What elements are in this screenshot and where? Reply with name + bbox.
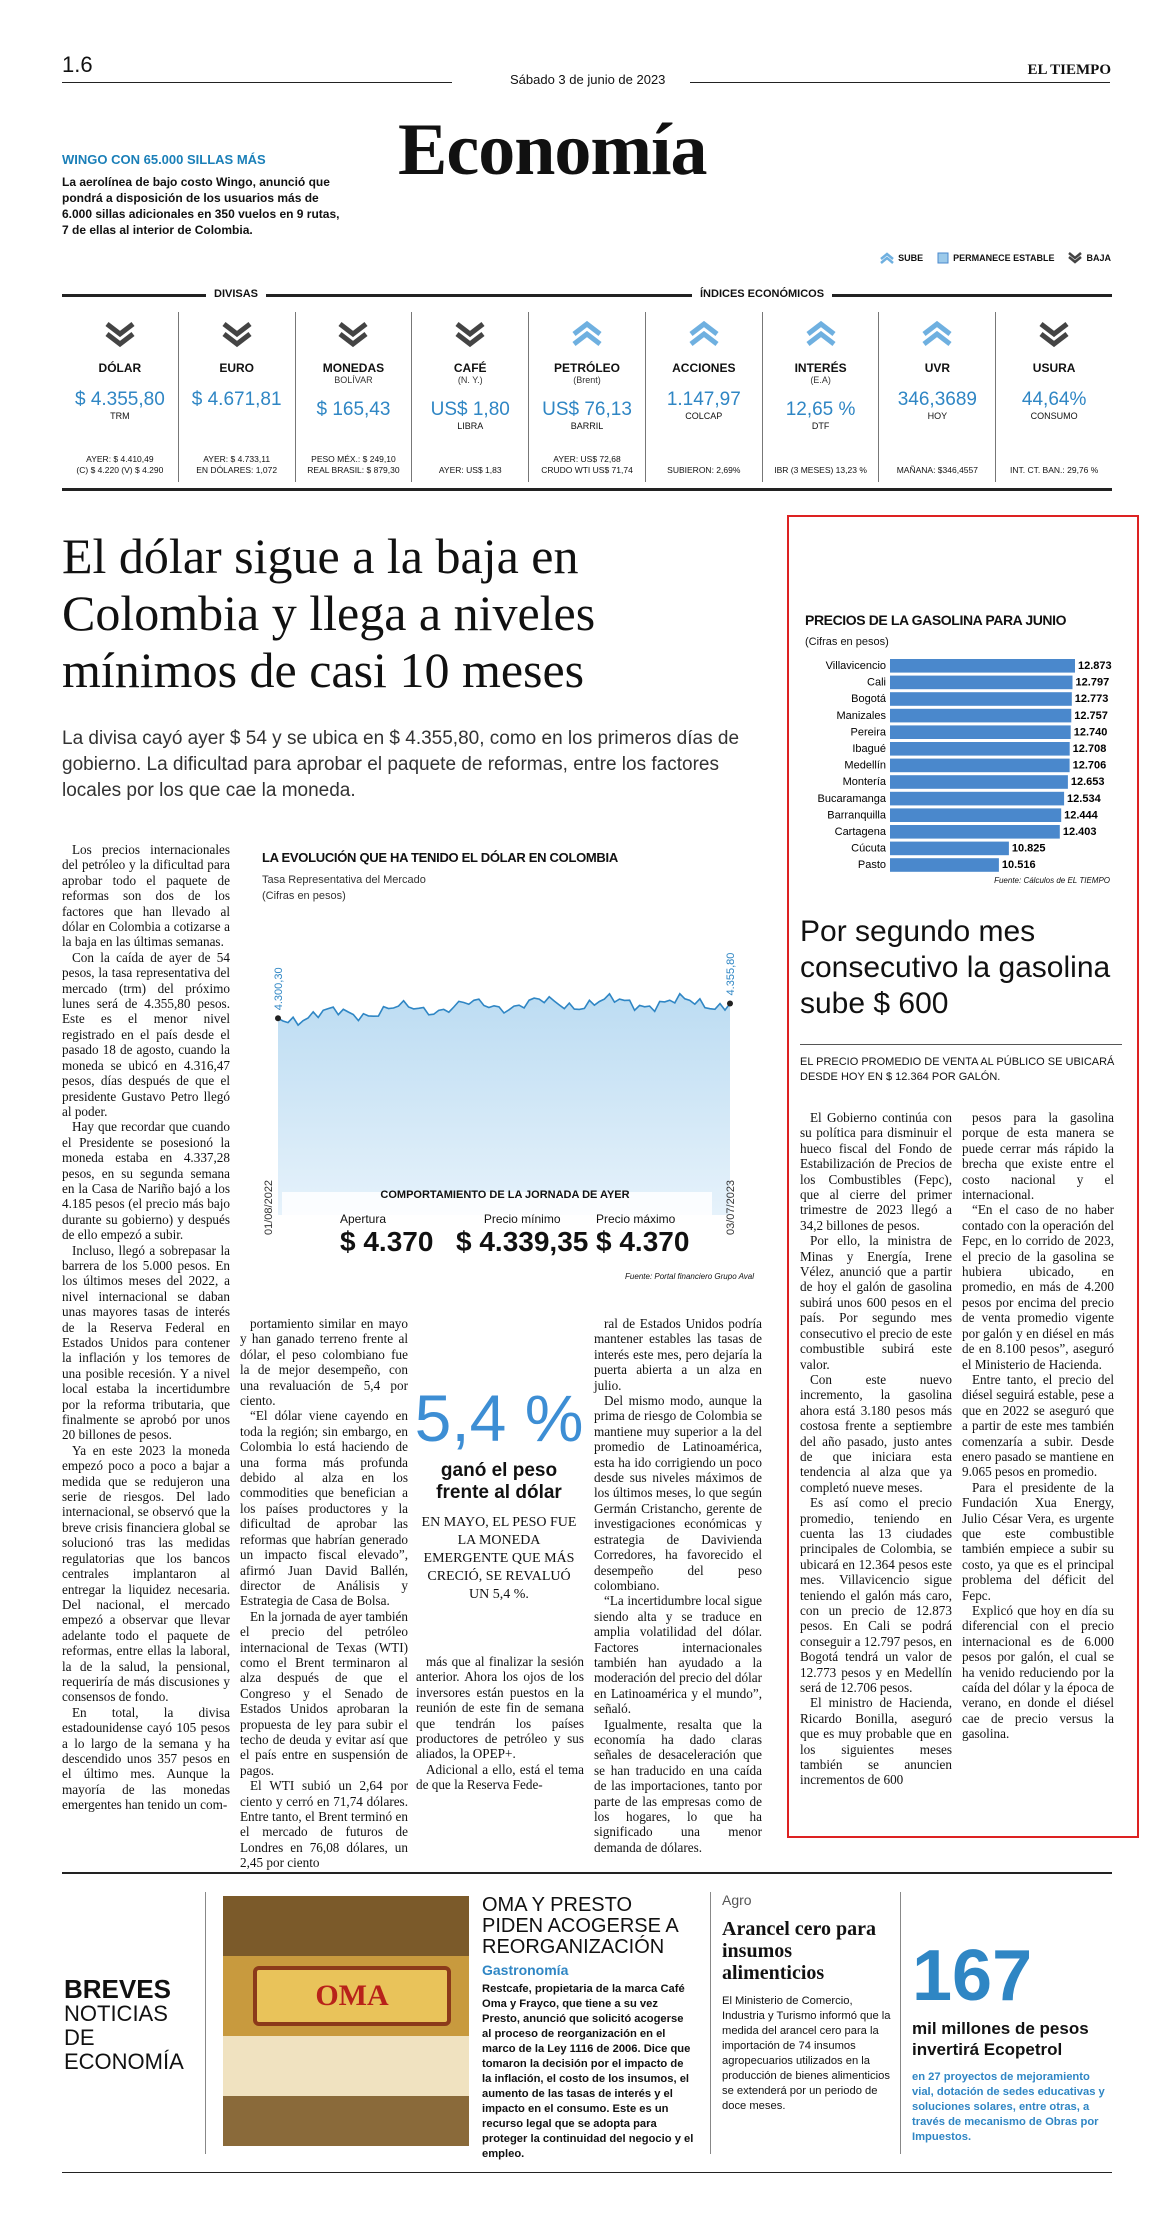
gas-bar <box>890 709 1071 723</box>
indicator-footnote: SUBIERON: 2,69% <box>667 465 741 475</box>
indicator-footnote: MAÑANA: $346,4557 <box>896 465 978 475</box>
indicator-unit: BARRIL <box>570 421 604 431</box>
gas-value-label: 12.653 <box>1070 776 1105 789</box>
paragraph: En total, la divisa estadounidense cayó 105 pesos a lo largo de la semana y ha descendido unos 357 pesos en el último mes. Aunque la mayoría de las monedas emergentes han tenido un com- <box>62 1704 230 1813</box>
header-rule-left <box>62 82 452 83</box>
indicator-value: $ 4.355,80 <box>74 389 165 410</box>
paragraph: Ya en este 2023 la moneda empezó poco a poco a bajar a medida que se redujeron una serie de riesgos. Del lado internacional, se observó que la breve crisis financiera global se solucionó tras las medidas regulatorias que los bancos centrales implantaron al entregar la liquidez necesaria. Del nacional, el mercado empezó a observar que llevar adelante todo el paquete de reformas, entre ellas la laboral, la de la salud, la pensional, requeriría de más discusiones y consensos de fondo. <box>62 1442 230 1705</box>
indicator-name: INTERÉS <box>794 361 847 375</box>
gas-value-label: 12.773 <box>1074 693 1109 706</box>
paragraph: El ministro de Hacienda, Ricardo Bonilla, aseguró que es muy probable que en los siguientes meses también se anuncien incrementos de 600 <box>800 1695 952 1788</box>
indicator-name: USURA <box>1032 361 1076 375</box>
article-column-1 <box>62 842 230 1813</box>
indicator-value: 44,64% <box>1021 389 1087 410</box>
indicator-unit: COLCAP <box>685 411 723 421</box>
indicator-unit: TRM <box>110 411 130 421</box>
stable-square-icon <box>937 252 949 264</box>
indicator-name: UVR <box>924 361 951 375</box>
pullout-description: EN MAYO, EL PESO FUE LA MONEDA EMERGENTE QUE MÁS CRECIÓ, SE REVALUÓ UN 5,4 %. <box>421 1515 577 1602</box>
paragraph: “La incertidumbre local sigue siendo alta y se traduce en amplia volatilidad del dólar. Factores internacionales también han ayudado a la moderación del precio del dólar en Latinoamérica y el mundo”, señaló. <box>594 1593 762 1717</box>
gas-value-label: 12.740 <box>1073 726 1108 739</box>
start-point <box>275 1015 281 1021</box>
paragraph: En la jornada de ayer también el precio del petróleo internacional de Texas (WTI) como el Brent terminaron al alza después de que el Congreso y el Senado de Estados Unidos aprobaran la propuesta de ley para subir el techo de deuda y evitar así que el país entre en suspensión de pagos. <box>240 1608 408 1778</box>
section-title: Economía <box>398 109 707 191</box>
indicator-subname: (Brent) <box>573 375 601 385</box>
gas-value-label: 10.825 <box>1011 842 1046 855</box>
indicator-2 <box>296 312 413 482</box>
paragraph: Hay que recordar que cuando el Presidente se posesionó la moneda estaba en 4.337,28 pesos, en su segunda semana en la Casa de Nariño bajó a los 4.185 pesos (el precio más bajo durante su gobierno) y después de ello empezó a subir. <box>62 1119 230 1243</box>
paragraph: El Gobierno continúa con su política para disminuir el hueco fiscal del Fondo de Estabilización de Precios de los Combustibles (Fepc), que al cierre del primer trimestre de 2023 llegó a 34,2 billones de pesos. <box>800 1110 952 1233</box>
end-value-label: 4.355,80 <box>725 952 737 996</box>
gas-bar <box>890 659 1075 673</box>
indicator-1 <box>179 312 296 482</box>
indicator-name: MONEDAS <box>322 361 385 375</box>
paragraph: Para el presidente de la Fundación Xua Energy, Julio César Vera, es urgente que este combustible también empiece a subir su costo, ya que es el principal problema del déficit del Fepc. <box>962 1479 1114 1603</box>
gas-bar-chart <box>800 654 1130 876</box>
gas-bar <box>890 676 1073 690</box>
paragraph: ral de Estados Unidos podría mantener estables las tasas de interés este mes, pero dejaría la puerta abierta a un alza en julio. <box>594 1316 762 1393</box>
divisas-label: DIVISAS <box>206 288 266 300</box>
indicator-7 <box>879 312 996 482</box>
gas-headline: Por segundo mes consecutivo la gasolina sube $ 600 <box>800 915 1111 1020</box>
gas-column-2 <box>962 1110 1114 1742</box>
gas-city-label: Barranquilla <box>827 809 886 822</box>
gas-city-label: Pasto <box>857 859 886 872</box>
dollar-area <box>278 994 730 1215</box>
oma-section: Gastronomía <box>482 1962 569 1978</box>
gas-city-label: Cartagena <box>834 826 886 838</box>
gas-chart-subtitle: (Cifras en pesos) <box>805 636 889 648</box>
main-dek: La divisa cayó ayer $ 54 y se ubica en $ 4.355,80, como en los primeros días de gobierno. La dificultad para aprobar el paquete de reformas, entre los factores locales por los que cae la moneda. <box>62 728 740 801</box>
dollar-chart-subtitle: Tasa Representativa del Mercado <box>262 874 426 886</box>
gas-bar <box>890 759 1070 773</box>
header-rule-right <box>690 82 1110 83</box>
paragraph: Igualmente, resalta que la economía ha dado claras señales de desaceleración que se han traducido en una caída de las importaciones, tanto por parte de las empresas como de los hogares, lo que ha significado una menor demanda de dólares. <box>594 1716 762 1855</box>
gas-column-1 <box>800 1110 952 1788</box>
gas-value-label: 12.873 <box>1078 660 1112 672</box>
gas-city-label: Medellín <box>844 759 886 772</box>
down-arrow-icon <box>220 318 254 352</box>
indicator-3 <box>412 312 529 482</box>
indicator-value: US$ 1,80 <box>430 399 510 420</box>
page-number: 1.6 <box>62 52 93 77</box>
indicator-value: 1.147,97 <box>666 389 741 410</box>
end-date-label: 03/07/2023 <box>725 1179 737 1235</box>
breves-sublabel: NOTICIAS DE ECONOMÍA <box>64 2001 184 2074</box>
down-arrow-icon <box>103 318 137 352</box>
indicator-8 <box>996 312 1112 482</box>
agro-section: Agro <box>722 1892 752 1908</box>
stat-max: Precio máximo $ 4.370 <box>596 1212 690 1257</box>
agro-title: Arancel cero para insumos alimenticios <box>722 1918 877 1984</box>
start-date-label: 01/08/2022 <box>263 1179 275 1235</box>
article-column-4 <box>594 1316 762 1855</box>
up-arrow-icon <box>880 252 894 264</box>
gas-bar <box>890 858 999 872</box>
up-arrow-icon <box>804 318 838 352</box>
gas-chart-source: Fuente: Cálculos de EL TIEMPO <box>994 876 1110 885</box>
paragraph: Adicional a ello, está el tema de que la Reserva Fede- <box>416 1761 584 1793</box>
gas-value-label: 12.797 <box>1075 676 1110 689</box>
gas-dek: EL PRECIO PROMEDIO DE VENTA AL PÚBLICO SE UBICARÁ DESDE HOY EN $ 12.364 POR GALÓN. <box>800 1056 1115 1083</box>
gas-city-label: Cúcuta <box>851 842 886 855</box>
footer-rule <box>62 2172 1112 2173</box>
indicator-value: US$ 76,13 <box>542 399 632 420</box>
dollar-chart-source: Fuente: Portal financiero Grupo Aval <box>625 1272 754 1281</box>
indicator-value: $ 165,43 <box>316 399 391 420</box>
indicator-unit: DTF <box>811 421 830 431</box>
main-headline: El dólar sigue a la baja en Colombia y llega a niveles mínimos de casi 10 meses <box>62 528 596 698</box>
indicator-footnote: AYER: $ 4.733,11 EN DÓLARES: 1,072 <box>196 454 278 475</box>
indicator-footnote: AYER: US$ 1,83 <box>438 465 502 475</box>
dollar-chart-title: LA EVOLUCIÓN QUE HA TENIDO EL DÓLAR EN COLOMBIA <box>262 850 618 865</box>
paragraph: Los precios internacionales del petróleo y la dificultad para aprobar todo el paquete de reformas son dos de los factores que han llevado al dólar en Colombia a cotizarse a la baja en las últimas semanas. <box>62 842 230 950</box>
stat-min: Precio mínimo $ 4.339,35 <box>456 1212 589 1257</box>
indicator-0 <box>62 312 179 482</box>
gas-city-label: Manizales <box>836 709 886 722</box>
edition-date: Sábado 3 de junio de 2023 <box>510 72 666 87</box>
gas-value-label: 12.706 <box>1072 759 1107 772</box>
gas-bar <box>890 842 1009 856</box>
paragraph: El WTI subió un 2,64 por ciento y cerró en 71,74 dólares. Entre tanto, el Brent terminó en el mercado de futuros de Londres en 76,08 dólares, un 2,45 por ciento <box>240 1778 408 1871</box>
gas-value-label: 10.516 <box>1001 859 1036 872</box>
paragraph: pesos para la gasolina porque de esta manera se puede cerrar más rápido la brecha que existe entre el costo nacional y el internacional. <box>962 1110 1114 1203</box>
indicator-unit: LIBRA <box>457 421 484 431</box>
breves-label: BREVES <box>64 1974 171 2004</box>
oma-sign: OMA <box>253 1966 451 2026</box>
gas-bar <box>890 725 1071 739</box>
indicator-footnote: INT. CT. BAN.: 29,76 % <box>1009 465 1099 475</box>
gas-rule <box>800 1044 1122 1045</box>
indicator-name: EURO <box>219 361 254 375</box>
gas-bar <box>890 825 1060 839</box>
indicator-name: CAFÉ <box>453 361 487 375</box>
up-arrow-icon <box>687 318 721 352</box>
paragraph: portamiento similar en mayo y han ganado terreno frente al dólar, el peso colombiano fue la de mejor desempeño, con una revaluación de 5,4 por ciento. <box>240 1316 408 1409</box>
down-arrow-icon <box>453 318 487 352</box>
article-column-3 <box>416 1654 584 1793</box>
indicator-value: 12,65 % <box>785 399 856 420</box>
gas-city-label: Bogotá <box>851 693 886 706</box>
gas-city-label: Montería <box>842 776 886 789</box>
teaser-title: WINGO CON 65.000 SILLAS MÁS <box>62 152 266 167</box>
gas-value-label: 12.534 <box>1067 792 1101 805</box>
indicators-bottom-rule <box>62 488 1112 491</box>
indicator-4 <box>529 312 646 482</box>
indicator-name: DÓLAR <box>98 361 142 375</box>
down-arrow-icon <box>336 318 370 352</box>
indicator-name: ACCIONES <box>672 361 736 375</box>
indices-label: ÍNDICES ECONÓMICOS <box>692 288 832 300</box>
ecopetrol-body: en 27 proyectos de mejoramiento vial, dotación de sedes educativas y soluciones solares, entre otras, a través de mecanismo de Obras por Impuestos. <box>912 2071 1105 2143</box>
up-arrow-icon <box>920 318 954 352</box>
gas-city-label: Villavicencio <box>825 660 886 672</box>
breves-divider-3 <box>900 1892 901 2154</box>
gas-city-label: Ibagué <box>852 743 886 755</box>
paragraph: Con este nuevo incremento, la gasolina ahora está 3.180 pesos más costosa frente a septiembre del año pasado, justo antes de que iniciara esta tendencia al alza que ya completó nueve meses. <box>800 1371 952 1495</box>
gas-value-label: 12.403 <box>1062 826 1097 838</box>
indicator-6 <box>763 312 880 482</box>
paragraph: Con la caída de ayer de 54 pesos, la tasa representativa del mercado (trm) del próximo lunes será de 4.355,80 pesos. Este es el menor nivel registrado en el país desde el pasado 18 de agosto, cuando la moneda se ubicó en 4.316,47 pesos, días después de que el presidente Gustavo Petro llegó al poder. <box>62 949 230 1119</box>
indicators-row <box>62 312 1112 482</box>
indicator-value: 346,3689 <box>897 389 977 410</box>
indicator-footnote: AYER: $ 4.410,49 (C) $ 4.220 (V) $ 4.290 <box>76 454 164 475</box>
gas-bar <box>890 792 1064 806</box>
agro-body: El Ministerio de Comercio, Industria y Turismo informó que la medida del arancel cero para la importación de 74 insumos agropecuarios utilizados en la producción de bienes alimenticios se extenderá por un periodo de doce meses. <box>722 1995 891 2112</box>
dollar-chart-unit: (Cifras en pesos) <box>262 890 346 902</box>
teaser-body: La aerolínea de bajo costo Wingo, anunció que pondrá a disposición de los usuarios más de 6.000 sillas adicionales en 350 vuelos en 9 rutas, 7 de ellas al interior de Colombia. <box>62 175 340 237</box>
down-arrow-icon <box>1068 252 1082 264</box>
gas-chart-title: PRECIOS DE LA GASOLINA PARA JUNIO <box>805 612 1067 628</box>
paragraph: Incluso, llegó a sobrepasar la barrera de los 5.000 pesos. En los últimos meses del 2022, a nivel internacional se daban unas mayores tasas de interés de la Reserva Federal en Estados Unidos para contener la inflación y los temores de una posible recesión. Y a nivel local estaba la incertidumbre por la reforma tributaria, que finalmente se aprobó por unos 20 billones de pesos. <box>62 1242 230 1443</box>
paragraph: Entre tanto, el precio del diésel seguirá estable, pese a que en 2022 se aseguró que a partir de este mes también comenzaría a subir. Desde enero pasado se mantiene en 9.065 pesos en promedio. <box>962 1371 1114 1480</box>
indicator-subname: (N. Y.) <box>457 375 483 385</box>
newspaper-logo: EL TIEMPO <box>1027 62 1111 78</box>
gas-city-label: Pereira <box>850 726 886 739</box>
stat-open: Apertura $ 4.370 <box>340 1212 434 1257</box>
ecopetrol-title: mil millones de pesos invertirá Ecopetrol <box>912 2019 1089 2059</box>
paragraph: Explicó que hoy en día su diferencial con el precio internacional es de 6.000 pesos por galón, el cual se ha venido reduciendo por la caída del dólar y la época de verano, en donde el diésel cae de precio versus la gasolina. <box>962 1603 1114 1742</box>
indicator-5 <box>646 312 763 482</box>
stats-title: COMPORTAMIENTO DE LA JORNADA DE AYER <box>380 1189 630 1201</box>
breves-rule <box>62 1872 1112 1874</box>
indicator-footnote: AYER: US$ 72,68 CRUDO WTI US$ 71,74 <box>541 454 633 475</box>
ecopetrol-number: 167 <box>912 1936 1033 2016</box>
down-arrow-icon <box>1037 318 1071 352</box>
paragraph: Del mismo modo, aunque la prima de riesgo de Colombia se mantiene muy superior a la del promedio de Latinoamérica, esta ha ido corrigiendo un poco desde sus niveles máximos de los últimos meses, lo que según Germán Cristancho, gerente de investigaciones económicas y estrategia de Davivienda Corredores, ha favorecido el desempeño del peso colombiano. <box>594 1393 762 1593</box>
indicator-name: PETRÓLEO <box>554 361 621 375</box>
pullout-number: 5,4 % <box>414 1381 584 1455</box>
start-value-label: 4.300,30 <box>273 967 285 1011</box>
breves-divider-1 <box>205 1892 206 2154</box>
indicator-subname: BOLÍVAR <box>334 375 373 385</box>
trend-legend: SUBE PERMANECE ESTABLE BAJA <box>880 252 1111 264</box>
gas-value-label: 12.757 <box>1074 709 1108 722</box>
gas-bar <box>890 808 1061 822</box>
paragraph: Por ello, la ministra de Minas y Energía, Irene Vélez, anunció que a partir de hoy el galón de gasolina subirá unos 600 pesos en el país. Por segundo mes consecutivo el precio de este combustible subirá este valor. <box>800 1233 952 1372</box>
indicator-value: $ 4.671,81 <box>191 389 282 410</box>
paragraph: “El dólar viene cayendo en toda la región; sin embargo, en Colombia lo está haciendo de una forma más profunda debido al alza en los commodities que benefician a los países productores y la dificultad de aprobar las reformas que habrían generado un impacto fiscal elevado”, afirmó Juan David Ballén, director de Análisis y Estrategia de Casa de Bolsa. <box>240 1408 408 1609</box>
gas-city-label: Bucaramanga <box>817 792 886 805</box>
gas-bar <box>890 775 1068 789</box>
gas-bar <box>890 742 1070 756</box>
breves-divider-2 <box>710 1892 711 2154</box>
oma-cafe-photo <box>223 1896 469 2146</box>
article-column-2 <box>240 1316 408 1871</box>
oma-title: OMA Y PRESTO PIDEN ACOGERSE A REORGANIZACIÓN <box>482 1894 678 1958</box>
indicator-footnote: IBR (3 MESES) 13,23 % <box>774 465 867 475</box>
gas-value-label: 12.444 <box>1064 809 1098 822</box>
gas-city-label: Cali <box>867 676 886 689</box>
paragraph: Es así como el precio promedio, teniendo en cuenta las 13 ciudades principales de Colombia, se ubicará en 12.364 pesos este mes. Villavicencio sigue teniendo el galón más caro, con un precio de 12.873 pesos. En Cali se podrá conseguir a 12.797 pesos, en Bogotá tendrá un valor de 12.773 pesos y en Medellín será de 12.706 pesos. <box>800 1495 952 1696</box>
oma-body: Restcafe, propietaria de la marca Café Oma y Frayco, que tiene a su vez Presto, anunció que solicitó acogerse al proceso de reorganización en el marco de la Ley 1116 de 2006. Dice que tomaron la decisión por el impacto de la inflación, el costo de los insumos, el aumento de las tasas de interés y el impacto en el consumo. Este es un recurso legal que se adopta para proteger la continuidad del negocio y el empleo. <box>482 1983 694 2160</box>
paragraph: más que al finalizar la sesión anterior. Ahora los ojos de los inversores están puestos en la reunión de este fin de semana que tendrán los países productores de petróleo y sus aliados, la OPEP+. <box>416 1654 584 1762</box>
paragraph: “En el caso de no haber contado con la operación del Fepc, en lo corrido de 2023, el precio de la gasolina se hubiera ubicado, en promedio, en más de 4.200 pesos por encima del precio de venta promedio vigente por galón y en diésel en más de en 8.100 pesos”, aseguró el Ministerio de Hacienda. <box>962 1202 1114 1372</box>
end-point <box>727 1000 733 1006</box>
indicator-unit: CONSUMO <box>1030 411 1078 421</box>
gas-value-label: 12.708 <box>1072 743 1107 755</box>
gas-bar <box>890 692 1072 706</box>
indicator-subname: (E.A) <box>810 375 831 385</box>
pullout-subtitle: ganó el peso frente al dólar <box>436 1460 562 1503</box>
indicator-unit: HOY <box>927 411 948 421</box>
up-arrow-icon <box>570 318 604 352</box>
indicator-footnote: PESO MÉX.: $ 249,10 REAL BRASIL: $ 879,30 <box>307 454 400 475</box>
